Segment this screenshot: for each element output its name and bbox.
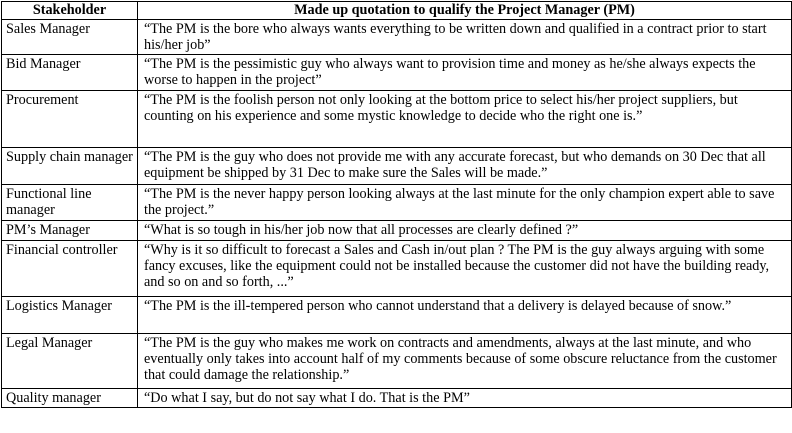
stakeholder-cell: Procurement (2, 91, 138, 148)
stakeholder-cell: PM’s Manager (2, 221, 138, 241)
table-row (2, 297, 792, 334)
stakeholder-cell: Legal Manager (2, 334, 138, 389)
table-header (2, 2, 792, 20)
quote-cell: “Why is it so difficult to forecast a Sales and Cash in/out plan ? The PM is the guy always arguing with some fancy excuses, like the equipment could not be installed because the customer did not have the building ready, and so on and so forth, ...” (138, 241, 792, 297)
table-row (2, 148, 792, 185)
stakeholder-cell: Functional line manager (2, 185, 138, 221)
table-row (2, 389, 792, 408)
table-row (2, 241, 792, 297)
header-quotation: Made up quotation to qualify the Project Manager (PM) (138, 2, 792, 20)
quote-cell: “The PM is the ill-tempered person who cannot understand that a delivery is delayed because of snow.” (138, 297, 792, 334)
table-row (2, 185, 792, 221)
table-row (2, 334, 792, 389)
quote-cell: “What is so tough in his/her job now that all processes are clearly defined ?” (138, 221, 792, 241)
table-body (2, 20, 792, 408)
stakeholder-cell: Sales Manager (2, 20, 138, 55)
header-row (2, 2, 792, 20)
quote-cell: “The PM is the pessimistic guy who always want to provision time and money as he/she always expects the worse to happen in the project” (138, 55, 792, 91)
stakeholder-quotation-table (1, 1, 792, 408)
header-stakeholder: Stakeholder (2, 2, 138, 20)
quote-cell: “The PM is the foolish person not only looking at the bottom price to select his/her project suppliers, but counting on his experience and some mystic knowledge to decide who the right one is.” (138, 91, 792, 148)
table-row (2, 221, 792, 241)
table-row (2, 55, 792, 91)
stakeholder-cell: Logistics Manager (2, 297, 138, 334)
quote-cell: “Do what I say, but do not say what I do. That is the PM” (138, 389, 792, 408)
quote-cell: “The PM is the never happy person looking always at the last minute for the only champion expert able to save the project.” (138, 185, 792, 221)
table-row (2, 91, 792, 148)
stakeholder-cell: Supply chain manager (2, 148, 138, 185)
stakeholder-cell: Bid Manager (2, 55, 138, 91)
table-row (2, 20, 792, 55)
stakeholder-cell: Quality manager (2, 389, 138, 408)
stakeholder-cell: Financial controller (2, 241, 138, 297)
quote-cell: “The PM is the bore who always wants everything to be written down and qualified in a contract prior to start his/her job” (138, 20, 792, 55)
quote-cell: “The PM is the guy who makes me work on contracts and amendments, always at the last minute, and who eventually only takes into account half of my comments because of some obscure reluctance from the customer that could damage the relationship.” (138, 334, 792, 389)
quote-cell: “The PM is the guy who does not provide me with any accurate forecast, but who demands on 30 Dec that all equipment be shipped by 31 Dec to make sure the Sales will be made.” (138, 148, 792, 185)
